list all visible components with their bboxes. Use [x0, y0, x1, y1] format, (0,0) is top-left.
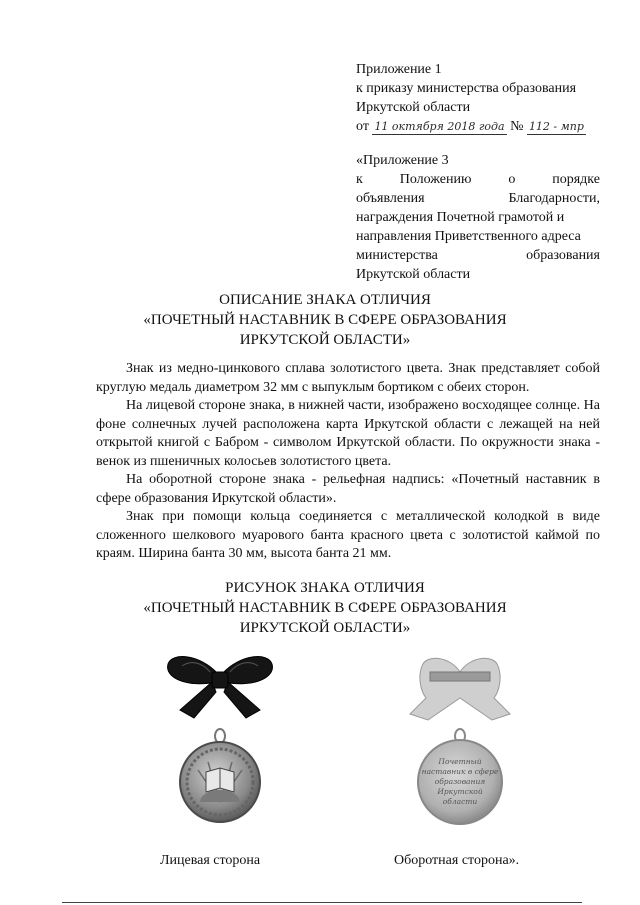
bottom-divider: [62, 902, 582, 903]
figure-heading: [90, 578, 560, 638]
caption-back: Оборотная сторона».: [394, 853, 520, 868]
word: министерства: [356, 248, 438, 263]
sub-annex-line3: награждения Почетной грамотой и: [356, 210, 565, 225]
description-body: [96, 360, 600, 564]
inscription-line: наставник в сфере: [421, 767, 499, 776]
paragraph-back-side: На оборотной стороне знака - рельефная надпись: «Почетный наставник в сфере образования Иркутской области».: [96, 472, 600, 506]
word: о: [508, 172, 516, 187]
paragraph-material: Знак из медно-цинкового сплава золотистого цвета. Знак представляет собой круглую медаль диаметром 32 мм с выпуклым бортиком с обеих сторон.: [96, 361, 600, 395]
description-heading-line3: ИРКУТСКОЙ ОБЛАСТИ»: [239, 332, 411, 348]
annex-header: [356, 60, 600, 284]
annex-order-ref: к приказу министерства образования: [356, 81, 577, 96]
figure-heading-line3: ИРКУТСКОЙ ОБЛАСТИ»: [239, 620, 411, 636]
paragraph-front-side: На лицевой стороне знака, в нижней части, изображено восходящее солнце. На фоне солнечных лучей расположена карта Иркутской области с лежащей на ней открытой книгой с Бабром - символом Иркутской области. По окружности знака - венок из пшеничных колосьев золотистого цвета.: [96, 398, 600, 469]
sub-annex-line4: направления Приветственного адреса: [356, 229, 581, 244]
word: Благодарности,: [508, 191, 600, 206]
number-label: №: [510, 119, 524, 134]
inscription-line: образования: [434, 777, 486, 786]
word: образования: [526, 248, 600, 263]
handwritten-number: 112 - мпр: [528, 120, 584, 133]
inscription-line: Почетный: [438, 757, 482, 766]
sub-annex-line1: [356, 170, 600, 189]
paragraph-ribbon: Знак при помощи кольца соединяется с металлической колодкой в виде сложенного шелкового муарового банта красного цвета с золотистой каймой по краям. Ширина банта 30 мм, высота банта 21 мм.: [96, 509, 600, 561]
badge-front-image: [160, 652, 280, 837]
sub-annex-line2: [356, 189, 600, 208]
word: порядке: [552, 172, 600, 187]
back-ribbon-plate: [410, 658, 510, 720]
sub-annex-title: «Приложение 3: [356, 153, 449, 168]
description-heading-line1: ОПИСАНИЕ ЗНАКА ОТЛИЧИЯ: [219, 292, 431, 308]
word: объявления: [356, 191, 425, 206]
sub-annex-line5: [356, 246, 600, 265]
badge-back-image: [390, 652, 530, 837]
caption-front: Лицевая сторона: [160, 853, 261, 868]
description-heading: [90, 290, 560, 350]
description-heading-line2: «ПОЧЕТНЫЙ НАСТАВНИК В СФЕРЕ ОБРАЗОВАНИЯ: [143, 312, 507, 328]
figure-heading-line2: «ПОЧЕТНЫЙ НАСТАВНИК В СФЕРЕ ОБРАЗОВАНИЯ: [143, 600, 507, 616]
inscription-line: области: [442, 797, 478, 806]
annex-date-number: [356, 117, 600, 136]
word: Положению: [399, 172, 472, 187]
inscription-line: Иркутской: [437, 787, 483, 796]
annex-region: Иркутской области: [356, 100, 471, 115]
sub-annex-line6: Иркутской области: [356, 267, 471, 282]
word: к: [356, 172, 363, 187]
front-ribbon-bow: [168, 657, 273, 718]
figure-heading-line1: РИСУНОК ЗНАКА ОТЛИЧИЯ: [225, 580, 425, 596]
handwritten-date: 11 октября 2018 года: [374, 120, 505, 133]
annex-title: Приложение 1: [356, 62, 442, 77]
from-label: от: [356, 119, 369, 134]
